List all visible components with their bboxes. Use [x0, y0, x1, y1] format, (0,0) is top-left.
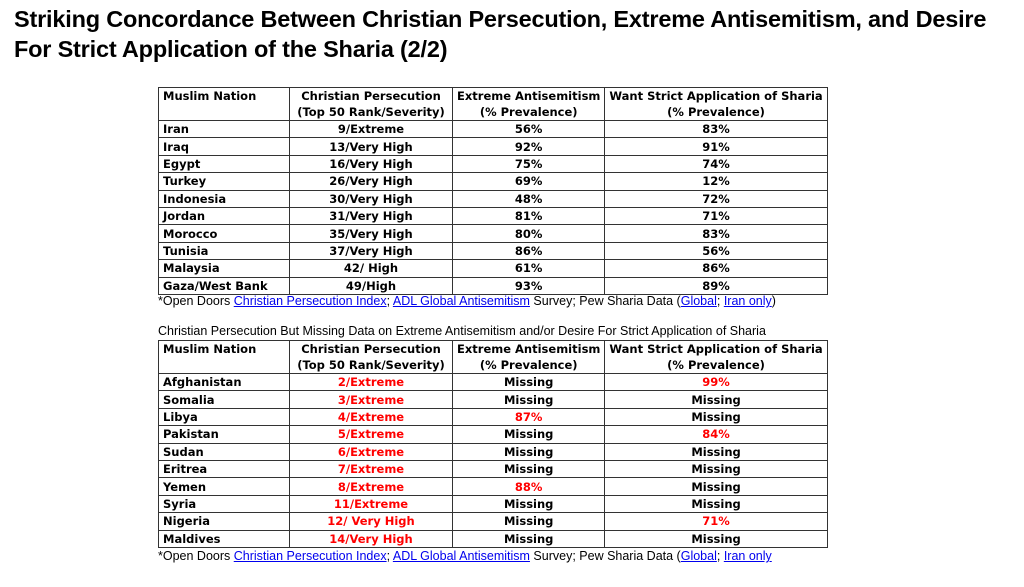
- cell-sharia: Missing: [605, 408, 827, 425]
- cell-nation: Indonesia: [159, 190, 290, 207]
- link-pew-global[interactable]: Global: [680, 294, 717, 308]
- table-row: [159, 391, 828, 408]
- cell-sharia: 83%: [605, 121, 827, 138]
- cell-persecution: 13/Very High: [290, 138, 453, 155]
- column-header-persecution: [290, 88, 453, 121]
- column-header-sharia: [605, 88, 827, 121]
- cell-sharia: Missing: [605, 460, 827, 477]
- cell-antisemitism: 80%: [453, 225, 605, 242]
- cell-persecution: 35/Very High: [290, 225, 453, 242]
- cell-antisemitism: 93%: [453, 277, 605, 294]
- cell-nation: Iraq: [159, 138, 290, 155]
- cell-nation: Egypt: [159, 155, 290, 172]
- table-row: [159, 443, 828, 460]
- cell-sharia: Missing: [605, 530, 827, 547]
- cell-nation: Gaza/West Bank: [159, 277, 290, 294]
- cell-sharia: 71%: [605, 513, 827, 530]
- cell-nation: Sudan: [159, 443, 290, 460]
- link-pew-iran-only[interactable]: Iran only: [723, 294, 772, 308]
- footnote-text: Survey; Pew Sharia Data (: [529, 294, 681, 308]
- footnote-separator: ;: [386, 294, 393, 308]
- cell-sharia: 56%: [605, 242, 827, 259]
- cell-sharia: 12%: [605, 173, 827, 190]
- cell-nation: Nigeria: [159, 513, 290, 530]
- header-subline: [163, 104, 285, 120]
- cell-antisemitism: Missing: [453, 495, 605, 512]
- cell-sharia: 72%: [605, 190, 827, 207]
- cell-sharia: 83%: [605, 225, 827, 242]
- header-line: Muslim Nation: [163, 342, 257, 356]
- header-subline: (% Prevalence): [667, 358, 765, 372]
- cell-sharia: Missing: [605, 495, 827, 512]
- cell-antisemitism: Missing: [453, 374, 605, 391]
- footnote-sources-1: [158, 293, 776, 309]
- cell-persecution: 5/Extreme: [290, 426, 453, 443]
- table-row: [159, 495, 828, 512]
- cell-antisemitism: Missing: [453, 530, 605, 547]
- table-row: [159, 460, 828, 477]
- table-row: [159, 408, 828, 425]
- cell-antisemitism: Missing: [453, 391, 605, 408]
- header-subline: (% Prevalence): [479, 358, 578, 372]
- cell-sharia: 91%: [605, 138, 827, 155]
- header-subline: (Top 50 Rank/Severity): [297, 105, 445, 119]
- cell-persecution: 11/Extreme: [290, 495, 453, 512]
- cell-persecution: 30/Very High: [290, 190, 453, 207]
- cell-antisemitism: 81%: [453, 207, 605, 224]
- cell-persecution: 12/ Very High: [290, 513, 453, 530]
- cell-persecution: 49/High: [290, 277, 453, 294]
- cell-persecution: 31/Very High: [290, 207, 453, 224]
- table-row: [159, 121, 828, 138]
- cell-nation: Malaysia: [159, 260, 290, 277]
- cell-nation: Morocco: [159, 225, 290, 242]
- cell-persecution: 42/ High: [290, 260, 453, 277]
- cell-nation: Turkey: [159, 173, 290, 190]
- column-header-nation: [159, 88, 290, 121]
- table-row: [159, 138, 828, 155]
- footnote-text: *Open Doors: [158, 294, 234, 308]
- header-line: Want Strict Application of Sharia: [609, 89, 823, 103]
- table-row: [159, 173, 828, 190]
- cell-sharia: Missing: [605, 443, 827, 460]
- cell-nation: Pakistan: [159, 426, 290, 443]
- cell-antisemitism: 61%: [453, 260, 605, 277]
- header-line: Extreme Antisemitism: [457, 89, 601, 103]
- header-line: Want Strict Application of Sharia: [609, 342, 823, 356]
- cell-antisemitism: 69%: [453, 173, 605, 190]
- header-subline: (% Prevalence): [479, 105, 578, 119]
- link-christian-persecution-index[interactable]: Christian Persecution Index: [233, 294, 387, 308]
- link-christian-persecution-index[interactable]: Christian Persecution Index: [233, 549, 387, 563]
- footnote-separator: ;: [386, 549, 393, 563]
- table-row: [159, 190, 828, 207]
- cell-antisemitism: 48%: [453, 190, 605, 207]
- missing-data-table: [158, 340, 828, 548]
- cell-antisemitism: Missing: [453, 426, 605, 443]
- cell-persecution: 4/Extreme: [290, 408, 453, 425]
- table-row: [159, 530, 828, 547]
- footnote-text: ): [771, 294, 776, 308]
- header-line: Muslim Nation: [163, 89, 257, 103]
- cell-persecution: 6/Extreme: [290, 443, 453, 460]
- table-row: [159, 260, 828, 277]
- cell-nation: Somalia: [159, 391, 290, 408]
- cell-nation: Tunisia: [159, 242, 290, 259]
- cell-persecution: 14/Very High: [290, 530, 453, 547]
- cell-nation: Eritrea: [159, 460, 290, 477]
- cell-nation: Yemen: [159, 478, 290, 495]
- cell-persecution: 8/Extreme: [290, 478, 453, 495]
- cell-nation: Libya: [159, 408, 290, 425]
- cell-nation: Afghanistan: [159, 374, 290, 391]
- link-pew-iran-only[interactable]: Iran only: [723, 549, 772, 563]
- cell-sharia: 74%: [605, 155, 827, 172]
- cell-antisemitism: 87%: [453, 408, 605, 425]
- cell-antisemitism: 86%: [453, 242, 605, 259]
- cell-antisemitism: 56%: [453, 121, 605, 138]
- cell-persecution: 3/Extreme: [290, 391, 453, 408]
- table-row: [159, 155, 828, 172]
- header-subline: [163, 357, 285, 373]
- cell-sharia: 99%: [605, 374, 827, 391]
- cell-sharia: 89%: [605, 277, 827, 294]
- header-subline: (Top 50 Rank/Severity): [297, 358, 445, 372]
- column-header-antisemitism: [453, 88, 605, 121]
- column-header-sharia: [605, 341, 827, 374]
- table-row: [159, 513, 828, 530]
- cell-antisemitism: 92%: [453, 138, 605, 155]
- cell-sharia: 71%: [605, 207, 827, 224]
- table-row: [159, 478, 828, 495]
- cell-antisemitism: Missing: [453, 513, 605, 530]
- footnote-separator: ;: [716, 294, 724, 308]
- cell-persecution: 2/Extreme: [290, 374, 453, 391]
- cell-persecution: 16/Very High: [290, 155, 453, 172]
- cell-sharia: 84%: [605, 426, 827, 443]
- cell-nation: Syria: [159, 495, 290, 512]
- header-line: Christian Persecution: [301, 89, 441, 103]
- cell-nation: Iran: [159, 121, 290, 138]
- cell-sharia: Missing: [605, 391, 827, 408]
- cell-persecution: 26/Very High: [290, 173, 453, 190]
- header-line: Extreme Antisemitism: [457, 342, 601, 356]
- cell-persecution: 9/Extreme: [290, 121, 453, 138]
- table-row: [159, 426, 828, 443]
- link-adl-global-antisemitism[interactable]: ADL Global Antisemitism: [392, 294, 530, 308]
- column-header-nation: [159, 341, 290, 374]
- link-pew-global[interactable]: Global: [680, 549, 717, 563]
- header-row: [159, 341, 828, 374]
- cell-sharia: 86%: [605, 260, 827, 277]
- concordance-table: [158, 87, 828, 295]
- table-row: [159, 374, 828, 391]
- table-row: [159, 277, 828, 294]
- cell-antisemitism: 75%: [453, 155, 605, 172]
- cell-antisemitism: Missing: [453, 443, 605, 460]
- missing-data-caption: Christian Persecution But Missing Data on Extreme Antisemitism and/or Desire For Strict Application of Sharia: [158, 324, 766, 338]
- footnote-text: Survey; Pew Sharia Data (: [529, 549, 681, 563]
- page-title: Striking Concordance Between Christian Persecution, Extreme Antisemitism, and Desire For Strict Application of the Sharia (2/2): [14, 6, 987, 62]
- header-subline: (% Prevalence): [667, 105, 765, 119]
- cell-antisemitism: Missing: [453, 460, 605, 477]
- column-header-antisemitism: [453, 341, 605, 374]
- header-row: [159, 88, 828, 121]
- cell-nation: Maldives: [159, 530, 290, 547]
- column-header-persecution: [290, 341, 453, 374]
- cell-persecution: 7/Extreme: [290, 460, 453, 477]
- footnote-text: *Open Doors: [158, 549, 234, 563]
- link-adl-global-antisemitism[interactable]: ADL Global Antisemitism: [392, 549, 530, 563]
- cell-sharia: Missing: [605, 478, 827, 495]
- header-line: Christian Persecution: [301, 342, 441, 356]
- footnote-separator: ;: [716, 549, 724, 563]
- table-row: [159, 225, 828, 242]
- cell-persecution: 37/Very High: [290, 242, 453, 259]
- cell-antisemitism: 88%: [453, 478, 605, 495]
- cell-nation: Jordan: [159, 207, 290, 224]
- table-row: [159, 207, 828, 224]
- footnote-sources-2: [158, 548, 772, 564]
- table-row: [159, 242, 828, 259]
